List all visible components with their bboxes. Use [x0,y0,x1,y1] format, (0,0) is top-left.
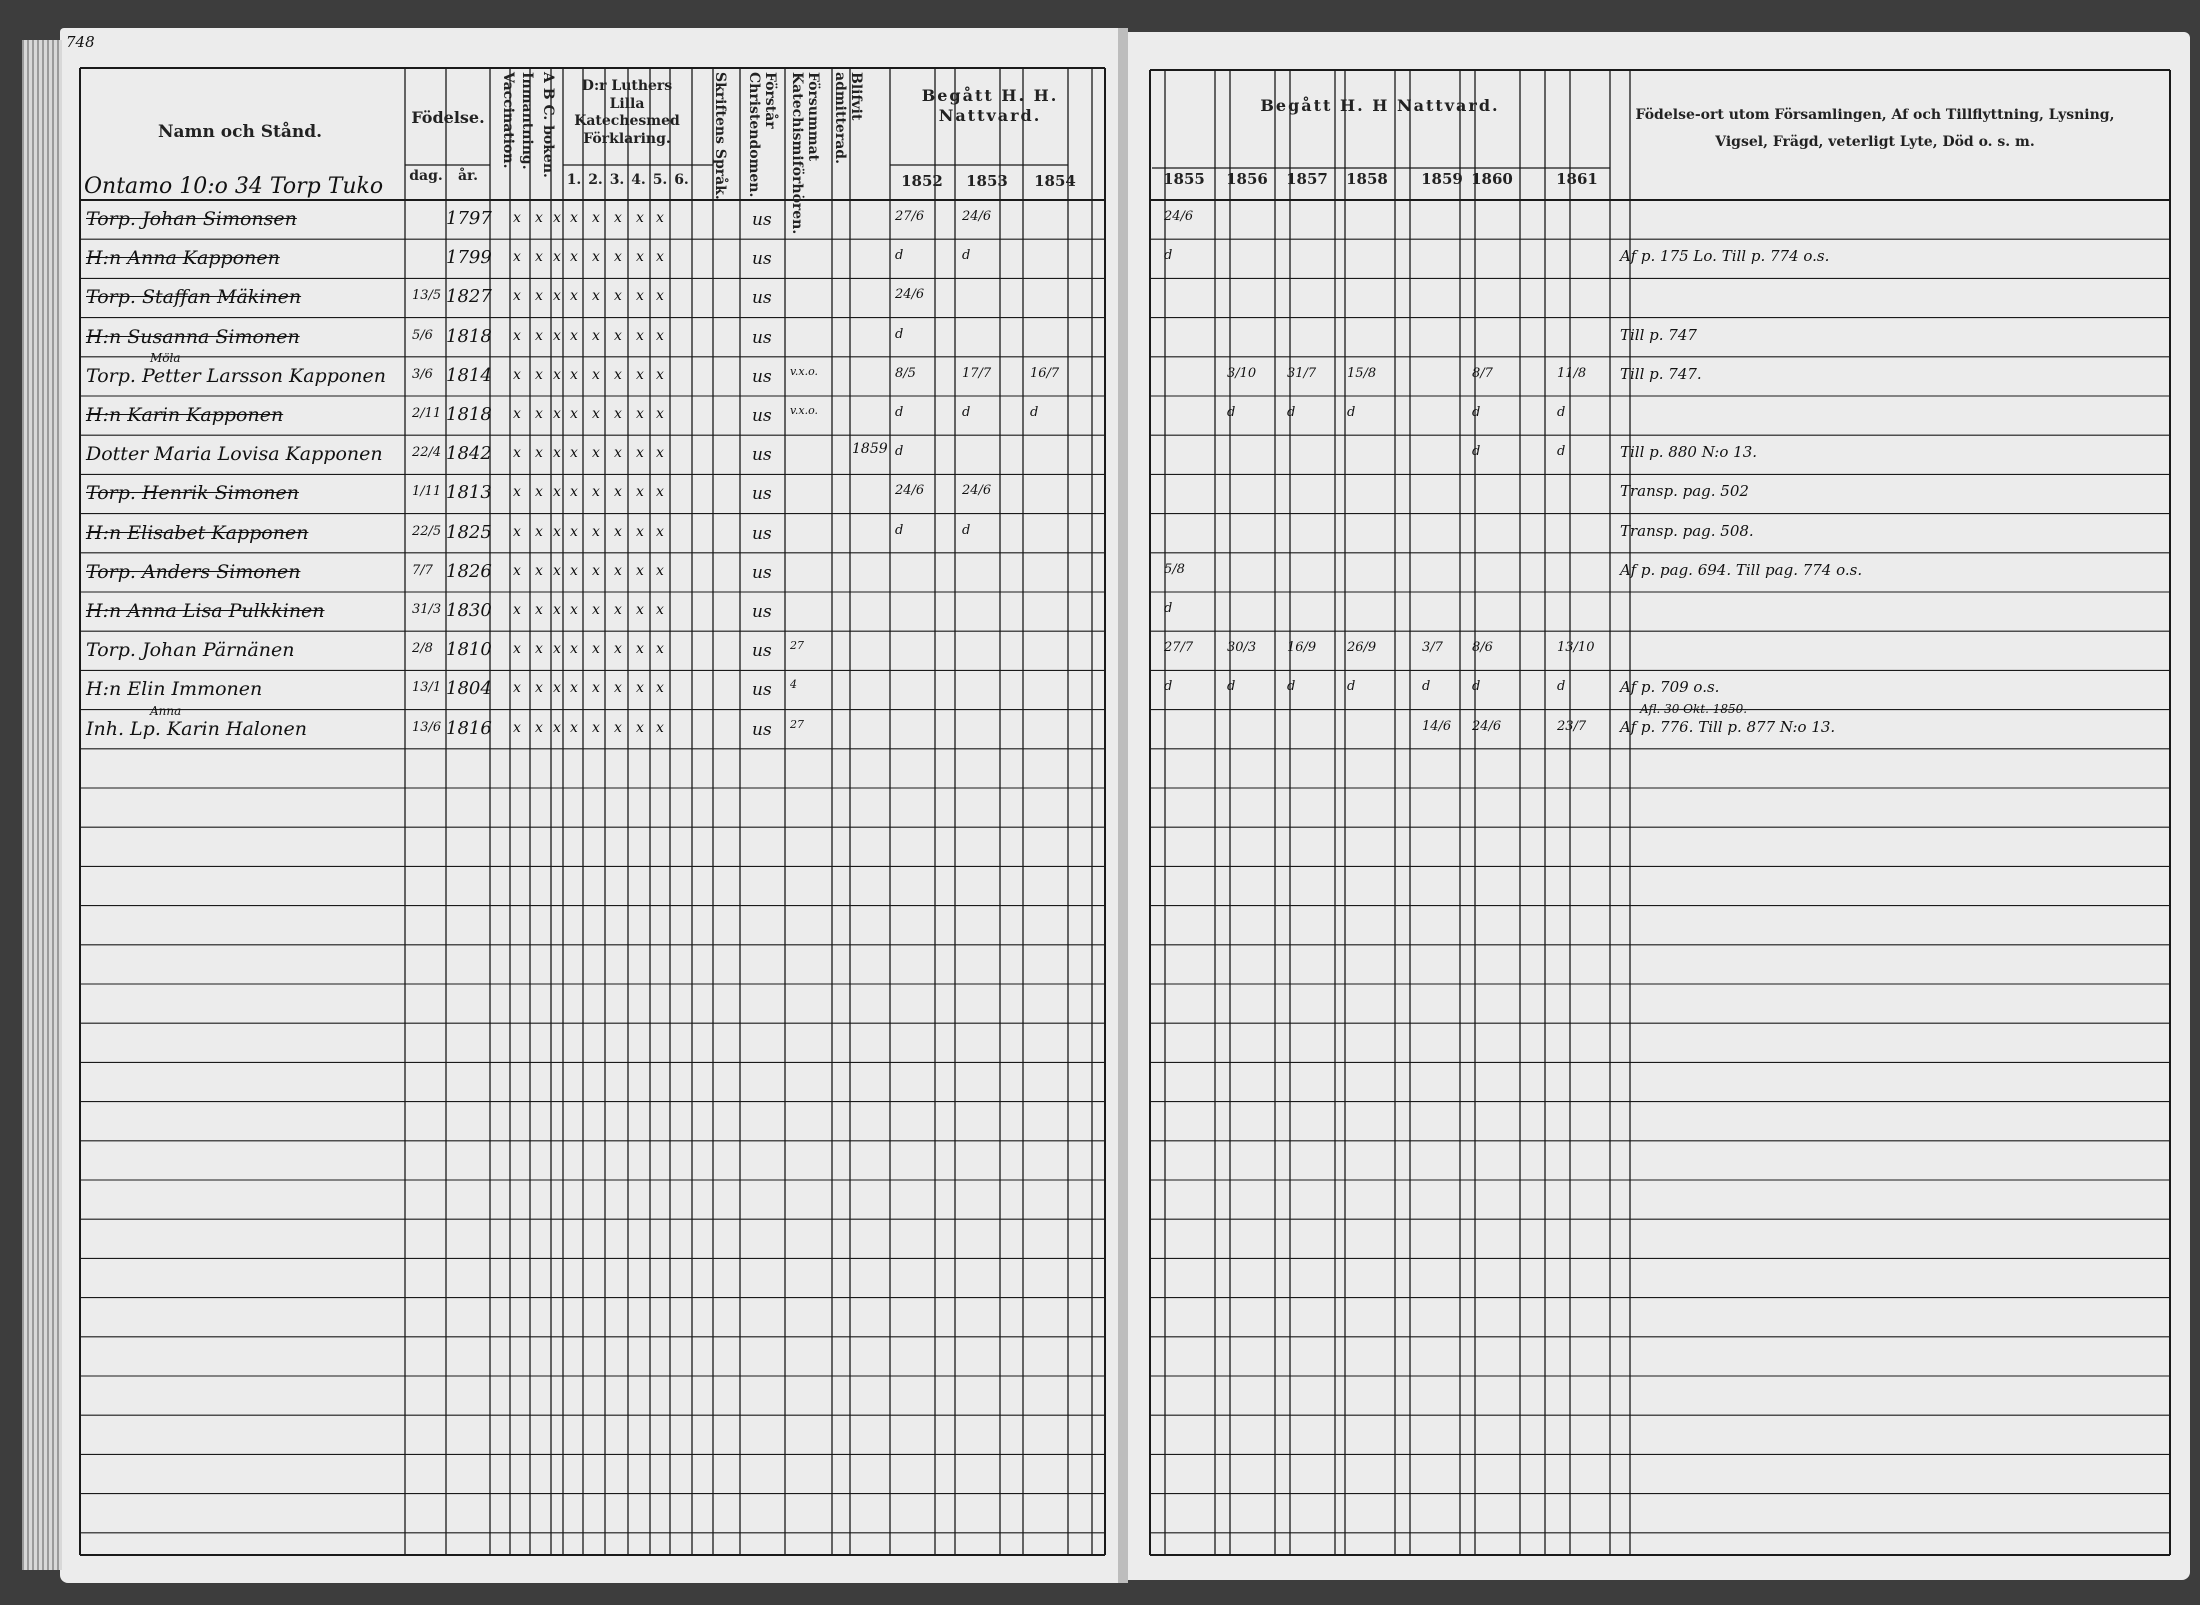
understands-christendom: us [752,484,772,505]
catechism-mark: x [513,719,521,736]
resident-name: Torp. Petter Larsson Kapponen [86,364,387,387]
birth-day: 3/6 [412,366,433,382]
catechism-mark: x [513,288,521,305]
understands-christendom: us [752,602,772,622]
catechism-mark: x [592,445,600,462]
catechism-mark: x [570,210,578,226]
communion-mark: d [1557,679,1566,695]
communion-mark: d [1472,405,1481,420]
catechism-mark: x [553,523,561,540]
communion-mark: 23/7 [1557,718,1587,734]
catechism-mark: x [570,602,578,618]
catechism-mark: x [570,366,578,383]
birth-day: 22/5 [412,523,442,539]
birth-year: 1816 [446,717,492,739]
catechism-mark: x [592,602,600,618]
communion-mark: d [1347,679,1356,695]
birth-day: 7/7 [412,562,433,578]
catechism-mark: x [570,288,578,305]
understands-christendom: us [752,366,772,387]
catechism-mark: x [592,641,600,658]
communion-mark: 3/7 [1422,640,1443,656]
catechism-mark: x [553,562,561,579]
catechism-mark: x [614,445,622,462]
birth-year: 1826 [446,560,492,582]
understands-christendom: us [752,680,772,701]
understands-christendom: us [752,641,772,662]
header-year-1853: 1853 [966,172,1008,190]
header-part-5: 5. [652,172,668,188]
communion-mark: 31/7 [1287,365,1317,381]
catechism-mark: x [614,406,622,422]
forsummat-note: 4 [790,678,797,692]
catechism-mark: x [513,641,521,658]
communion-mark: 8/6 [1472,640,1493,656]
catechism-mark: x [592,406,600,422]
communion-mark: d [1287,679,1296,695]
catechism-mark: x [513,562,521,579]
resident-name: H:n Elisabet Kapponen [86,521,309,544]
header-remarks: Födelse-ort utom Församlingen, Af och Tillflyttning, Lysning, Vigsel, Frägd, veterligt Lyte, Död o. s. m. [1635,107,2115,150]
communion-mark: 14/6 [1422,718,1452,734]
header-year-1856: 1856 [1226,170,1268,188]
communion-mark: 24/6 [962,209,992,224]
catechism-mark: x [535,445,543,462]
forsummat-note: v.x.o. [790,364,819,378]
catechism-mark: x [614,366,622,383]
communion-mark: d [962,405,971,420]
communion-mark: d [1164,601,1173,616]
communion-mark: 26/9 [1347,640,1377,656]
catechism-mark: x [553,210,561,226]
catechism-mark: x [636,366,644,383]
header-year-1859: 1859 [1421,170,1463,188]
birth-year: 1799 [446,247,492,269]
header-part-6: 6. [674,172,689,188]
catechism-mark: x [636,406,644,422]
catechism-mark: x [592,327,600,344]
communion-mark: 24/6 [962,483,992,499]
catechism-mark: x [614,602,622,618]
resident-name: Torp. Johan Simonsen [86,208,297,230]
header-year-1858: 1858 [1346,170,1388,188]
communion-mark: 3/10 [1227,365,1257,381]
forsummat-note: v.x.o. [790,404,819,417]
catechism-mark: x [636,249,644,266]
understands-christendom: us [752,288,772,309]
birth-day: 2/8 [412,641,433,657]
resident-name: H:n Anna Lisa Pulkkinen [86,600,325,622]
catechism-mark: x [570,445,578,462]
catechism-mark: x [592,366,600,383]
catechism-mark: x [614,562,622,579]
communion-mark: 17/7 [962,365,992,381]
resident-name: Torp. Henrik Simonen [86,482,299,505]
catechism-mark: x [592,523,600,540]
catechism-mark: x [614,523,622,540]
catechism-mark: x [656,406,664,422]
catechism-mark: x [513,210,521,226]
catechism-mark: x [656,366,664,383]
catechism-mark: x [513,366,521,383]
header-abc: A B C. boken. [540,72,556,178]
header-admitterad: Blifvit admitterad. [832,72,864,164]
header-forsummat: Försummat Katechismiförhören. [789,72,821,235]
birth-year: 1842 [446,443,492,465]
resident-name: H:n Susanna Simonen [86,325,300,348]
understands-christendom: us [752,210,772,230]
catechism-mark: x [535,562,543,579]
catechism-mark: x [553,406,561,422]
catechism-mark: x [535,249,543,266]
resident-name: Torp. Staffan Mäkinen [86,286,302,309]
catechism-mark: x [570,484,578,501]
catechism-mark: x [656,719,664,736]
catechism-mark: x [636,327,644,344]
remark-note: Till p. 747. [1620,364,1702,383]
communion-mark: d [895,326,904,342]
catechism-mark: x [570,680,578,697]
communion-mark: d [1422,679,1431,695]
catechism-mark: x [614,680,622,697]
birth-year: 1810 [446,639,492,661]
communion-mark: d [1164,248,1173,264]
catechism-mark: x [513,445,521,462]
header-year-1860: 1860 [1471,170,1513,188]
birth-year: 1797 [446,208,492,229]
catechism-mark: x [656,445,664,462]
resident-name: Inh. Lp. Karin Halonen [86,717,308,740]
catechism-mark: x [636,641,644,658]
catechism-mark: x [553,641,561,658]
catechism-mark: x [614,641,622,658]
communion-mark: 24/6 [1472,718,1502,734]
communion-mark: 24/6 [895,287,925,303]
resident-name: Dotter Maria Lovisa Kapponen [86,443,383,466]
catechism-mark: x [656,327,664,344]
birth-day: 13/1 [412,680,442,696]
communion-mark: 8/7 [1472,365,1493,381]
birth-year: 1827 [446,286,492,308]
catechism-mark: x [636,719,644,736]
communion-mark: d [1472,444,1481,460]
catechism-mark: x [592,562,600,579]
catechism-mark: x [553,484,561,501]
catechism-mark: x [513,680,521,697]
birth-year: 1818 [446,325,492,347]
birth-year: 1814 [446,364,492,386]
remark-extra: Afl. 30 Okt. 1850. [1640,701,1748,716]
resident-name: Torp. Johan Pärnänen [86,639,295,662]
resident-name-note: Anna [150,703,182,718]
catechism-mark: x [656,680,664,697]
communion-mark: d [895,405,904,420]
catechism-mark: x [656,523,664,540]
catechism-mark: x [535,680,543,697]
birth-year: 1804 [446,678,492,700]
birth-day: 5/6 [412,327,433,343]
catechism-mark: x [535,288,543,305]
catechism-mark: x [636,484,644,501]
catechism-mark: x [553,366,561,383]
communion-mark: d [962,522,971,538]
communion-mark: d [1227,679,1236,695]
resident-name: H:n Anna Kapponen [86,247,280,270]
communion-mark: d [1347,405,1356,420]
birth-day: 2/11 [412,406,442,421]
remark-note: Till p. 880 N:o 13. [1620,443,1757,462]
catechism-mark: x [513,484,521,501]
communion-mark: 11/8 [1557,365,1587,381]
catechism-mark: x [614,327,622,344]
catechism-mark: x [570,562,578,579]
header-part-2: 2. [588,172,603,188]
catechism-mark: x [535,484,543,501]
catechism-mark: x [570,406,578,422]
catechism-mark: x [513,602,521,618]
header-part-4: 4. [631,172,646,188]
communion-mark: d [895,248,904,264]
remark-note: Af p. pag. 694. Till pag. 774 o.s. [1620,560,1863,579]
understands-christendom: us [752,523,772,544]
resident-name: H:n Karin Kapponen [86,404,284,426]
birth-year: 1825 [446,521,492,543]
birth-day: 13/5 [412,288,442,304]
catechism-mark: x [535,602,543,618]
header-year-1855: 1855 [1163,170,1205,188]
catechism-mark: x [570,249,578,266]
communion-mark: 16/9 [1287,640,1317,656]
catechism-mark: x [553,602,561,618]
communion-mark: 16/7 [1030,365,1060,381]
communion-mark: d [1472,679,1481,695]
page-number: 748 [66,33,95,51]
header-begatt-right: Begått H. H Nattvard. [1260,96,1500,115]
communion-mark: d [1557,405,1566,420]
catechism-mark: x [636,562,644,579]
resident-name-note: Möla [150,350,181,365]
forsummat-note: 27 [790,717,804,731]
catechism-mark: x [614,484,622,501]
header-christendom: Förstår Christendomen. [746,72,778,198]
header-luther: D:r Luthers Lilla Katechesmed Förklaring. [574,78,680,147]
birth-year: 1818 [446,404,492,425]
catechism-mark: x [656,249,664,266]
header-name: Namn och Stånd. [157,122,323,142]
header-year-1857: 1857 [1286,170,1328,188]
communion-mark: 24/6 [1164,209,1194,224]
header-year: år. [457,168,479,184]
header-year-1854: 1854 [1034,172,1076,190]
communion-mark: d [895,444,904,460]
header-day: dag. [409,168,443,184]
catechism-mark: x [592,484,600,501]
catechism-mark: x [535,523,543,540]
header-begatt-left: Begått H. H. Nattvard. [921,86,1059,125]
catechism-mark: x [535,406,543,422]
birth-day: 13/6 [412,719,442,735]
catechism-mark: x [592,680,600,697]
catechism-mark: x [636,288,644,305]
header-skriftens: Skriftens Språk. [712,72,728,200]
forsummat-note: 27 [790,639,804,653]
communion-mark: 8/5 [895,365,916,381]
catechism-mark: x [636,445,644,462]
understands-christendom: us [752,562,772,583]
catechism-mark: x [636,210,644,226]
understands-christendom: us [752,445,772,466]
catechism-mark: x [614,288,622,305]
catechism-mark: x [535,366,543,383]
communion-mark: 13/10 [1557,640,1595,656]
section-label: Ontamo 10:o 34 Torp Tuko [84,174,384,199]
catechism-mark: x [535,641,543,658]
catechism-mark: x [535,327,543,344]
remark-note: Af p. 175 Lo. Till p. 774 o.s. [1620,247,1830,266]
remark-note: Af p. 776. Till p. 877 N:o 13. [1620,717,1836,736]
catechism-mark: x [656,484,664,501]
communion-mark: d [1164,679,1173,695]
remark-note: Af p. 709 o.s. [1620,678,1720,697]
communion-mark: 5/8 [1164,561,1185,577]
catechism-mark: x [570,641,578,658]
catechism-mark: x [513,327,521,344]
catechism-mark: x [636,602,644,618]
catechism-mark: x [553,445,561,462]
resident-name: Torp. Anders Simonen [86,560,301,583]
remark-note: Transp. pag. 508. [1620,521,1754,540]
catechism-mark: x [636,523,644,540]
catechism-mark: x [592,288,600,305]
birth-day: 31/3 [412,602,442,617]
understands-christendom: us [752,719,772,740]
catechism-mark: x [535,210,543,226]
birth-year: 1813 [446,482,492,504]
admitted-year: 1859 [852,441,888,458]
communion-mark: d [895,522,904,538]
catechism-mark: x [636,680,644,697]
catechism-mark: x [513,249,521,266]
catechism-mark: x [592,719,600,736]
catechism-mark: x [513,406,521,422]
header-birth: Födelse. [411,108,485,127]
catechism-mark: x [535,719,543,736]
catechism-mark: x [656,602,664,618]
catechism-mark: x [614,210,622,226]
communion-mark: 30/3 [1227,640,1257,656]
header-part-1: 1. [566,172,582,188]
catechism-mark: x [614,719,622,736]
communion-mark: d [962,248,971,264]
remark-note: Till p. 747 [1620,325,1697,344]
communion-mark: d [1030,405,1039,420]
understands-christendom: us [752,249,772,270]
birth-day: 22/4 [412,445,442,461]
catechism-mark: x [656,641,664,658]
communion-mark: d [1227,405,1236,420]
header-inmanting: Inmantning. [519,72,535,170]
catechism-mark: x [513,523,521,540]
catechism-mark: x [553,680,561,697]
catechism-mark: x [553,327,561,344]
catechism-mark: x [570,523,578,540]
birth-year: 1830 [446,600,492,621]
header-year-1852: 1852 [901,172,943,190]
communion-mark: d [1557,444,1566,460]
resident-name: H:n Elin Immonen [86,678,263,701]
remark-note: Transp. pag. 502 [1620,482,1749,501]
catechism-mark: x [570,327,578,344]
catechism-mark: x [592,249,600,266]
header-vaccination: Vaccination. [500,72,516,169]
catechism-mark: x [656,288,664,305]
catechism-mark: x [553,249,561,266]
catechism-mark: x [656,562,664,579]
communion-mark: 27/6 [895,209,925,224]
header-part-3: 3. [609,172,625,188]
catechism-mark: x [614,249,622,266]
catechism-mark: x [553,719,561,736]
catechism-mark: x [592,210,600,226]
birth-day: 1/11 [412,484,442,500]
catechism-mark: x [553,288,561,305]
communion-mark: d [1287,405,1296,420]
header-year-1861: 1861 [1556,170,1598,188]
catechism-mark: x [570,719,578,736]
understands-christendom: us [752,406,772,426]
communion-mark: 24/6 [895,483,925,499]
catechism-mark: x [656,210,664,226]
understands-christendom: us [752,327,772,348]
communion-mark: 27/7 [1164,640,1194,656]
communion-mark: 15/8 [1347,365,1377,381]
